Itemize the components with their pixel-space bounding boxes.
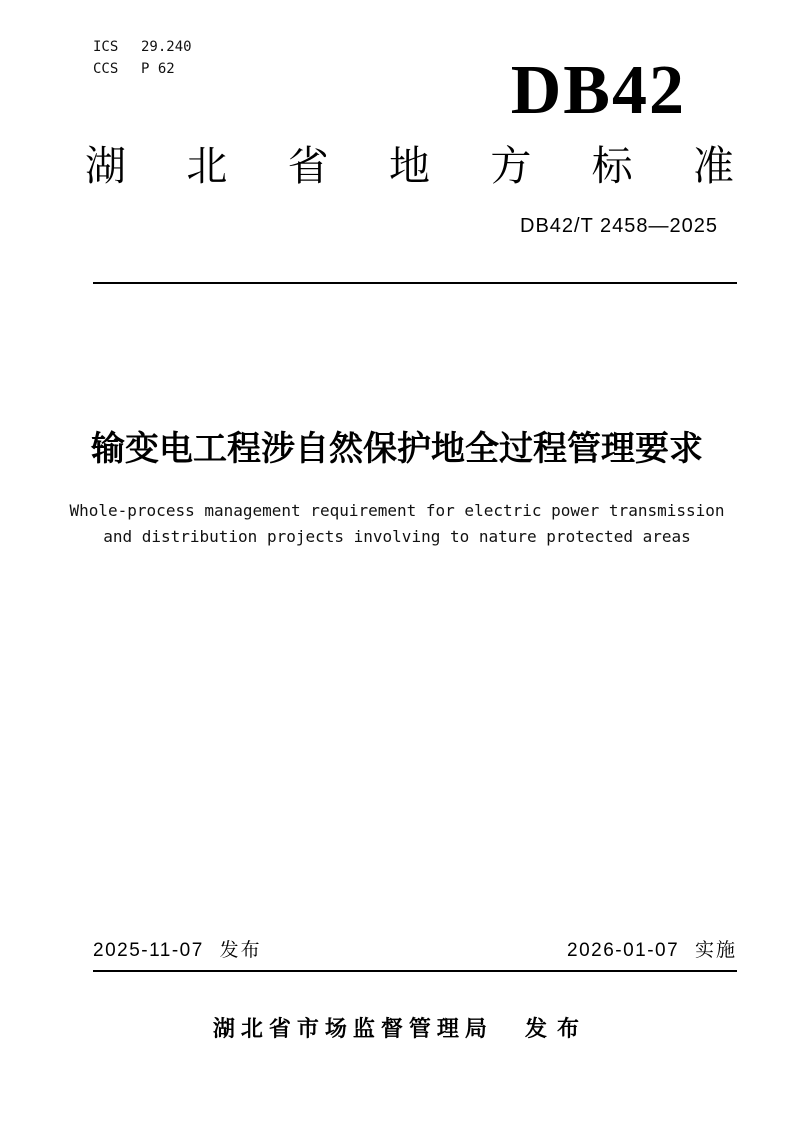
document-title-zh: 输变电工程涉自然保护地全过程管理要求 [91,430,703,468]
issue-date: 2025-11-07 [93,940,204,961]
ccs-code-row [93,58,192,80]
category-char: 方 [490,143,532,189]
category-char: 省 [287,143,329,189]
ccs-label: CCS [93,61,119,77]
document-title-en-line1: Whole-process management requirement for electric power transmission [69,501,725,520]
implementation-label: 实施 [694,940,737,961]
dates-row [93,938,737,964]
publisher-name: 湖北省市场监督管理局 [212,1016,493,1041]
db42-logo: DB42 [510,52,686,129]
implementation-date-block [567,938,737,964]
category-char: 标 [591,143,633,189]
issue-date-block [93,938,262,964]
standard-number: DB42/T 2458—2025 [520,215,718,237]
header-divider-rule [93,282,737,284]
standard-category-title [85,142,734,190]
ccs-value: P 62 [141,61,175,77]
classification-codes [93,36,192,80]
category-char: 北 [186,143,228,189]
ics-code-row [93,36,192,58]
implementation-date: 2026-01-07 [567,940,680,961]
issue-label: 发布 [219,940,262,961]
publisher-row [0,1014,794,1044]
ics-value: 29.240 [141,39,192,55]
document-title-en-line2: and distribution projects involving to nature protected areas [103,527,691,546]
ics-label: ICS [93,39,119,55]
publisher-action-label: 发 布 [524,1016,582,1041]
category-char: 准 [692,143,734,189]
category-char: 地 [388,143,430,189]
footer-divider-rule [93,970,737,972]
document-title-en [0,498,794,550]
category-char: 湖 [85,143,126,189]
